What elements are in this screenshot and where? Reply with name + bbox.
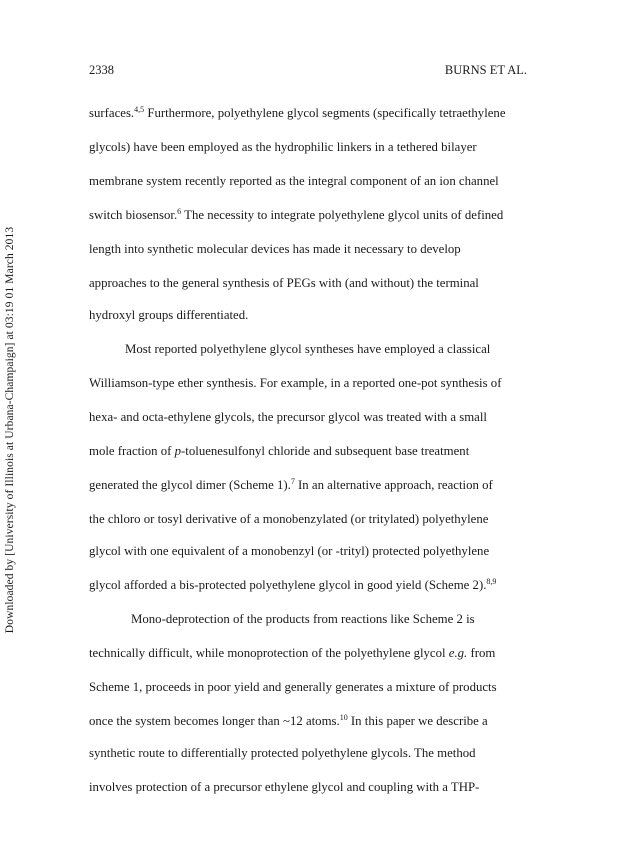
text-line: surfaces.$^{4,5}$ Furthermore, polyethylene glycol segments (specifically tetraethylene	[89, 105, 506, 120]
download-watermark	[0, 190, 20, 670]
text-line: Scheme 1, proceeds in poor yield and generally generates a mixture of products	[89, 680, 497, 694]
text-line: hexa- and octa-ethylene glycols, the precursor glycol was treated with a small	[89, 410, 487, 424]
download-watermark-text: Downloaded by [University of Illinois at Urbana-Champaign] at 03:19 01 March 2013	[4, 226, 16, 634]
text-line: switch biosensor.$^6$ The necessity to integrate polyethylene glycol units of defined	[89, 207, 504, 222]
text-line: Mono-deprotection of the products from reactions like Scheme 2 is	[131, 612, 475, 626]
text-line: Williamson-type ether synthesis. For example, in a reported one-pot synthesis of	[89, 376, 502, 390]
text-line: length into synthetic molecular devices has made it necessary to develop	[89, 242, 461, 256]
text-line: technically difficult, while monoprotection of the polyethylene glycol e.g. from	[89, 646, 496, 660]
text-line: Most reported polyethylene glycol syntheses have employed a classical	[125, 342, 491, 356]
text-line: the chloro or tosyl derivative of a monobenzylated (or tritylated) polyethylene	[89, 512, 489, 526]
text-line: once the system becomes longer than ~12 atoms.$^{10}$ In this paper we describe a	[89, 713, 488, 728]
text-line: involves protection of a precursor ethylene glycol and coupling with a THP-	[89, 780, 480, 794]
text-line: generated the glycol dimer (Scheme 1).$^7$ In an alternative approach, reaction of	[89, 477, 493, 492]
text-line: glycols) have been employed as the hydrophilic linkers in a tethered bilayer	[89, 140, 477, 154]
text-line: glycol afforded a bis-protected polyethylene glycol in good yield (Scheme 2).$^{8,9}$	[89, 577, 497, 592]
text-line: glycol with one equivalent of a monobenzyl (or -trityl) protected polyethylene	[89, 544, 490, 558]
running-head-authors: BURNS ET AL.	[444, 63, 527, 77]
page-number: 2338	[89, 63, 114, 77]
running-header	[89, 63, 527, 81]
text-line: synthetic route to differentially protected polyethylene glycols. The method	[89, 746, 476, 760]
text-line: hydroxyl groups differentiated.	[89, 308, 249, 322]
text-line: approaches to the general synthesis of PEGs with (and without) the terminal	[89, 276, 479, 290]
text-line: mole fraction of p-toluenesulfonyl chloride and subsequent base treatment	[89, 444, 470, 458]
text-line: membrane system recently reported as the integral component of an ion channel	[89, 174, 499, 188]
